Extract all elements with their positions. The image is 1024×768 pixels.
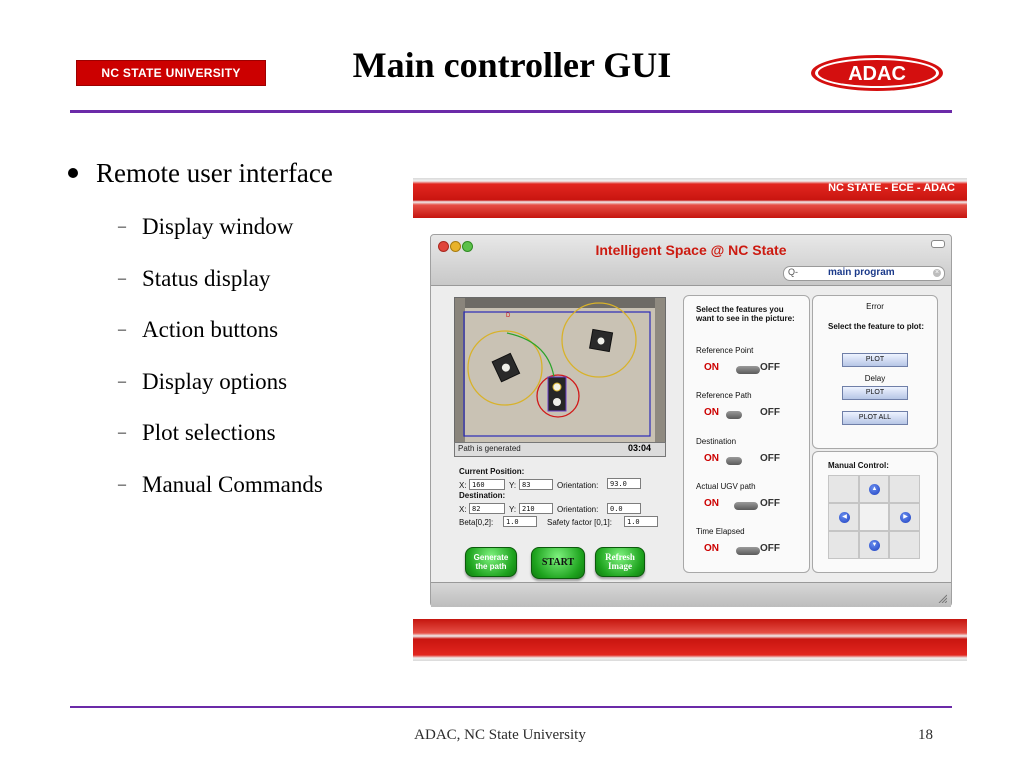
dpad-right-cell[interactable]: [889, 503, 920, 531]
header-rule: [70, 110, 952, 113]
dpad-down-cell[interactable]: [859, 531, 889, 559]
destination-label: Destination:: [459, 491, 506, 500]
current-y-input[interactable]: 83: [519, 479, 553, 490]
plot-all-button[interactable]: PLOT ALL: [842, 411, 908, 425]
bottom-banner: [413, 619, 967, 661]
beta-input[interactable]: 1.0: [503, 516, 537, 527]
bullet-dot-icon: [68, 168, 78, 178]
sub-bullet: [118, 266, 323, 318]
resize-grip-icon[interactable]: [937, 593, 947, 603]
y-label: Y:: [509, 481, 517, 490]
feature-on-label[interactable]: ON: [704, 407, 719, 418]
x-label: X:: [459, 505, 467, 514]
beta-label: Beta[0,2]:: [459, 518, 494, 527]
feature-off-label[interactable]: OFF: [760, 498, 780, 509]
banner-text: NC STATE - ECE - ADAC: [828, 182, 955, 194]
generate-button-label: the path: [475, 562, 507, 571]
destination-orientation-input[interactable]: 0.0: [607, 503, 641, 514]
refresh-button-label: Image: [608, 561, 632, 571]
sub-bullet: [118, 214, 323, 266]
dpad-cell: [828, 475, 859, 503]
arrow-left-icon[interactable]: ◀: [839, 512, 850, 523]
sub-bullet-text: Display window: [142, 214, 294, 239]
top-banner: [413, 178, 967, 218]
status-text: Path is generated: [458, 444, 521, 453]
feature-label: Time Elapsed: [696, 527, 745, 536]
sub-bullet-text: Display options: [142, 368, 288, 394]
main-bullet: [68, 158, 333, 189]
dash-icon: –: [118, 372, 126, 390]
footer-rule: [70, 706, 952, 708]
feature-label: Actual UGV path: [696, 482, 756, 491]
adac-logo-text: ADAC: [848, 63, 906, 85]
search-field[interactable]: [783, 266, 945, 281]
status-display: [454, 442, 666, 457]
camera-display-window: [454, 297, 666, 457]
destination-marker-label: D: [506, 313, 511, 319]
feature-off-label[interactable]: OFF: [760, 543, 780, 554]
sub-bullet-text: Action buttons: [142, 317, 279, 342]
search-value: main program: [828, 267, 895, 278]
feature-label: Reference Point: [696, 346, 754, 355]
nc-state-university-logo: NC STATE UNIVERSITY: [76, 60, 266, 86]
toolbar-toggle-icon[interactable]: [931, 240, 945, 248]
adac-logo: [810, 54, 944, 92]
sub-bullet-text: Status display: [142, 265, 271, 291]
safety-factor-label: Safety factor [0,1]:: [547, 518, 612, 527]
manual-control-panel: [812, 451, 938, 573]
dash-icon: –: [118, 269, 126, 287]
start-button[interactable]: START: [531, 547, 585, 579]
page-number: 18: [918, 727, 933, 743]
orientation-label: Orientation:: [557, 505, 599, 514]
sub-bullet-list: [118, 214, 323, 523]
dash-icon: –: [118, 321, 126, 338]
dash-icon: –: [118, 424, 126, 441]
plot-heading: Select the feature to plot:: [828, 322, 925, 331]
elapsed-time: 03:04: [627, 443, 651, 453]
arrow-right-icon[interactable]: ▶: [900, 512, 911, 523]
current-orientation-input[interactable]: 93.0: [607, 478, 641, 489]
search-icon: Q-: [788, 267, 798, 277]
toggle-switch-icon[interactable]: [734, 502, 758, 510]
main-bullet-text: Remote user interface: [96, 158, 333, 188]
orientation-label: Orientation:: [557, 481, 599, 490]
destination-x-input[interactable]: 82: [469, 503, 505, 514]
feature-off-label[interactable]: OFF: [760, 407, 780, 418]
current-position-label: Current Position:: [459, 467, 525, 476]
slide-title: Main controller GUI: [352, 45, 672, 85]
sub-bullet: [118, 369, 323, 421]
arrow-up-icon[interactable]: ▲: [869, 484, 880, 495]
toggle-switch-icon[interactable]: [736, 366, 760, 374]
error-label: Error: [866, 302, 884, 311]
x-label: X:: [459, 481, 467, 490]
footer-text: ADAC, NC State University: [414, 727, 586, 743]
window-title: Intelligent Space @ NC State: [595, 242, 787, 258]
dpad-cell: [828, 531, 859, 559]
dash-icon: –: [118, 218, 126, 235]
feature-on-label[interactable]: ON: [704, 543, 719, 554]
features-heading: Select the features you want to see in the picture:: [696, 305, 795, 323]
dpad-center-cell: [859, 503, 889, 531]
sub-bullet: [118, 420, 323, 472]
toggle-switch-icon[interactable]: [726, 457, 742, 465]
feature-label: Destination: [696, 437, 737, 446]
dpad-left-cell[interactable]: [828, 503, 859, 531]
feature-on-label[interactable]: ON: [704, 362, 719, 373]
generate-button-label: Generate: [473, 553, 509, 562]
feature-on-label[interactable]: ON: [704, 498, 719, 509]
plot-selection-panel: [812, 295, 938, 449]
feature-off-label[interactable]: OFF: [760, 453, 780, 464]
dpad-up-cell[interactable]: [859, 475, 889, 503]
toggle-switch-icon[interactable]: [726, 411, 742, 419]
window-bottom-bar: [431, 582, 951, 607]
sub-bullet: [118, 317, 323, 369]
dpad-cell: [889, 475, 920, 503]
plot-delay-button[interactable]: PLOT: [842, 386, 908, 400]
sub-bullet-text: Manual Commands: [142, 471, 323, 497]
feature-label: Reference Path: [696, 391, 752, 400]
feature-off-label[interactable]: OFF: [760, 362, 780, 373]
app-window: [430, 234, 952, 607]
gui-screenshot: [413, 178, 967, 661]
display-options-panel: [683, 295, 810, 573]
feature-on-label[interactable]: ON: [704, 453, 719, 464]
destination-y-input[interactable]: 210: [519, 503, 553, 514]
refresh-image-button[interactable]: [595, 547, 645, 577]
refresh-button-label: Refresh: [605, 552, 635, 562]
y-label: Y:: [509, 505, 517, 514]
arrow-down-icon[interactable]: ▼: [869, 540, 880, 551]
dash-icon: –: [118, 475, 126, 493]
toggle-switch-icon[interactable]: [736, 547, 760, 555]
manual-control-heading: Manual Control:: [828, 461, 889, 470]
plot-error-button[interactable]: PLOT: [842, 353, 908, 367]
direction-pad: [828, 475, 920, 559]
safety-factor-input[interactable]: 1.0: [624, 516, 658, 527]
window-titlebar: [431, 235, 951, 286]
sub-bullet-text: Plot selections: [142, 420, 276, 445]
dpad-cell: [889, 531, 920, 559]
sub-bullet: [118, 472, 323, 524]
delay-label: Delay: [864, 374, 886, 383]
clear-search-icon[interactable]: ×: [934, 269, 940, 276]
current-x-input[interactable]: 160: [469, 479, 505, 490]
generate-path-button[interactable]: [465, 547, 517, 577]
